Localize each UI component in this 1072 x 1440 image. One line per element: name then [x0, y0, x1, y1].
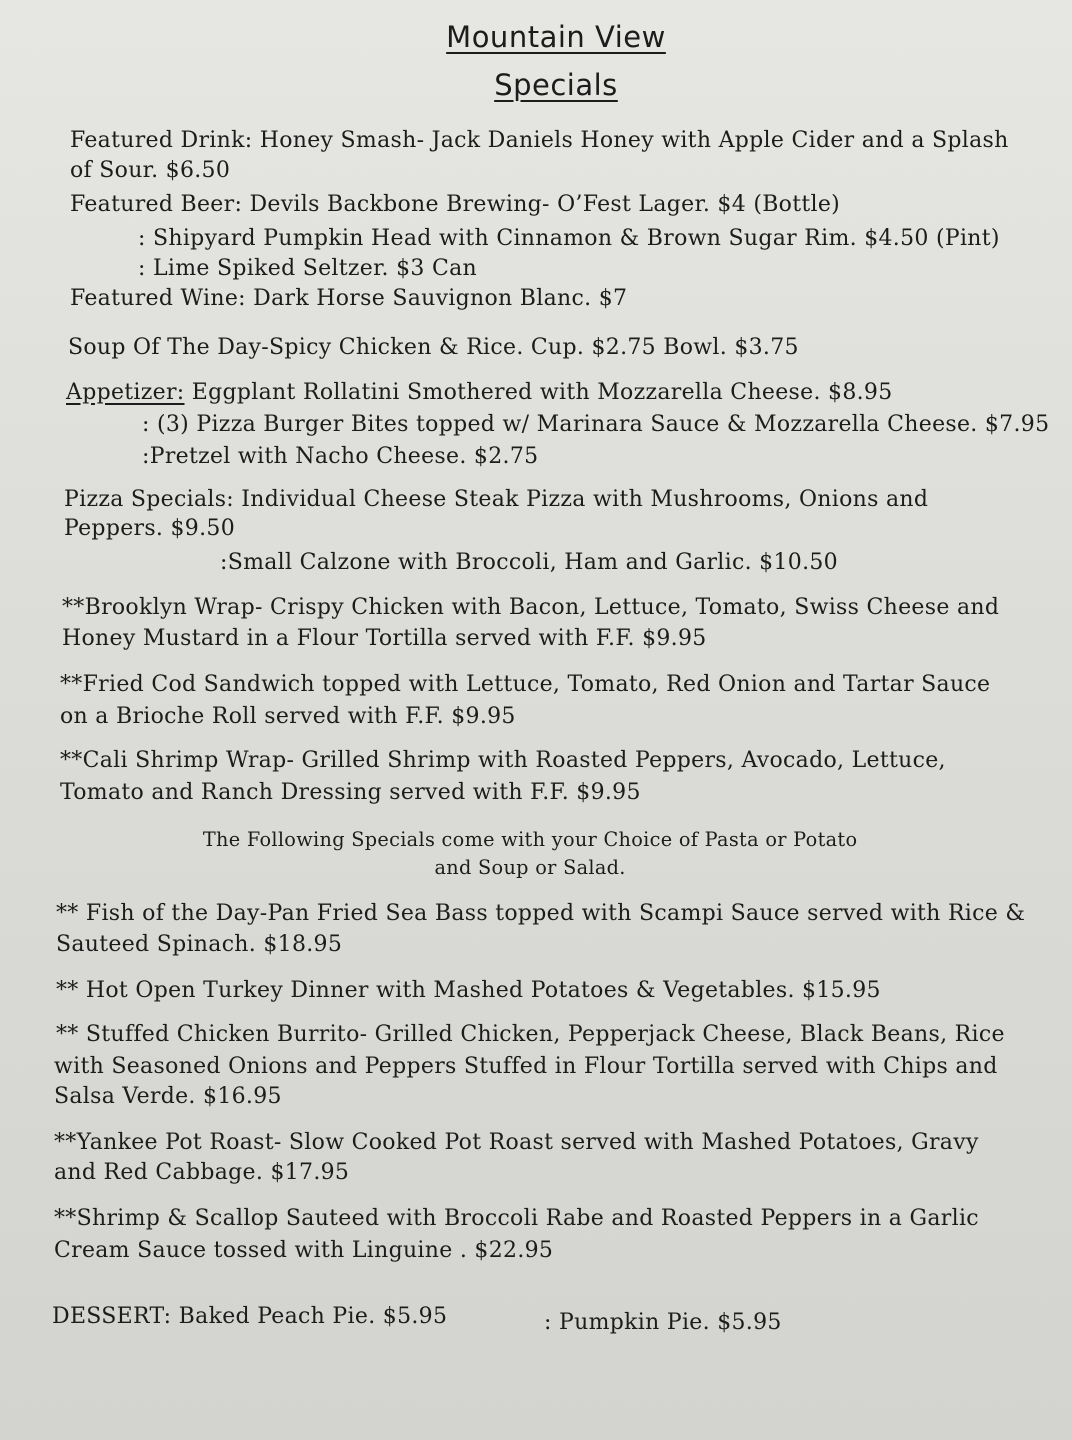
page-title: Mountain View — [446, 20, 666, 54]
brooklyn-wrap-line-2: Honey Mustard in a Flour Tortilla served with F.F. $9.95 — [62, 626, 707, 651]
specials-note-line-2: and Soup or Salad. — [434, 856, 626, 879]
shrimp-scallop-line-2: Cream Sauce tossed with Linguine . $22.95 — [54, 1238, 554, 1263]
page-subtitle: Specials — [494, 68, 618, 102]
brooklyn-wrap-line-1: **Brooklyn Wrap- Crispy Chicken with Bacon, Lettuce, Tomato, Swiss Cheese and — [62, 595, 1000, 620]
pizza-special-line-3: :Small Calzone with Broccoli, Ham and Garlic. $10.50 — [220, 550, 838, 575]
featured-drink-line-2: of Sour. $6.50 — [70, 158, 231, 183]
soup-of-the-day: Soup Of The Day-Spicy Chicken & Rice. Cup. $2.75 Bowl. $3.75 — [68, 335, 799, 360]
chicken-burrito-line-1: ** Stuffed Chicken Burrito- Grilled Chicken, Pepperjack Cheese, Black Beans, Rice — [56, 1022, 1005, 1047]
chicken-burrito-line-3: Salsa Verde. $16.95 — [54, 1084, 282, 1109]
fish-of-the-day-line-2: Sauteed Spinach. $18.95 — [56, 932, 343, 957]
pot-roast-line-2: and Red Cabbage. $17.95 — [54, 1160, 350, 1185]
cali-shrimp-wrap-line-1: **Cali Shrimp Wrap- Grilled Shrimp with Roasted Peppers, Avocado, Lettuce, — [60, 748, 946, 773]
featured-beer-line-3: : Lime Spiked Seltzer. $3 Can — [138, 256, 478, 281]
specials-note-line-1: The Following Specials come with your Choice of Pasta or Potato — [202, 828, 858, 851]
pizza-special-line-2: Peppers. $9.50 — [64, 516, 235, 541]
fried-cod-line-1: **Fried Cod Sandwich topped with Lettuce, Tomato, Red Onion and Tartar Sauce — [60, 672, 991, 697]
dessert-item-2: : Pumpkin Pie. $5.95 — [544, 1310, 782, 1335]
featured-wine: Featured Wine: Dark Horse Sauvignon Blanc. $7 — [70, 286, 628, 311]
pot-roast-line-1: **Yankee Pot Roast- Slow Cooked Pot Roast served with Mashed Potatoes, Gravy — [54, 1130, 979, 1155]
fish-of-the-day-line-1: ** Fish of the Day-Pan Fried Sea Bass topped with Scampi Sauce served with Rice & — [56, 901, 1026, 926]
appetizer-label: Appetizer: — [66, 380, 185, 405]
appetizer-item-2: : (3) Pizza Burger Bites topped w/ Marinara Sauce & Mozzarella Cheese. $7.95 — [142, 412, 1050, 437]
turkey-dinner: ** Hot Open Turkey Dinner with Mashed Potatoes & Vegetables. $15.95 — [56, 978, 881, 1003]
shrimp-scallop-line-1: **Shrimp & Scallop Sauteed with Broccoli Rabe and Roasted Peppers in a Garlic — [54, 1206, 979, 1231]
featured-beer-line-2: : Shipyard Pumpkin Head with Cinnamon & Brown Sugar Rim. $4.50 (Pint) — [138, 226, 1000, 251]
appetizer-item-1: Eggplant Rollatini Smothered with Mozzarella Cheese. $8.95 — [184, 380, 893, 405]
appetizer-item-3: :Pretzel with Nacho Cheese. $2.75 — [142, 444, 539, 469]
pizza-special-line-1: Pizza Specials: Individual Cheese Steak Pizza with Mushrooms, Onions and — [64, 487, 929, 512]
appetizer-line-1 — [66, 382, 893, 404]
featured-drink-line-1: Featured Drink: Honey Smash- Jack Daniels Honey with Apple Cider and a Splash — [70, 128, 1009, 153]
featured-beer-line-1: Featured Beer: Devils Backbone Brewing- O’Fest Lager. $4 (Bottle) — [70, 192, 841, 217]
fried-cod-line-2: on a Brioche Roll served with F.F. $9.95 — [60, 704, 516, 729]
chicken-burrito-line-2: with Seasoned Onions and Peppers Stuffed in Flour Tortilla served with Chips and — [54, 1054, 998, 1079]
cali-shrimp-wrap-line-2: Tomato and Ranch Dressing served with F.F. $9.95 — [60, 780, 641, 805]
dessert-item-1: DESSERT: Baked Peach Pie. $5.95 — [52, 1304, 448, 1329]
